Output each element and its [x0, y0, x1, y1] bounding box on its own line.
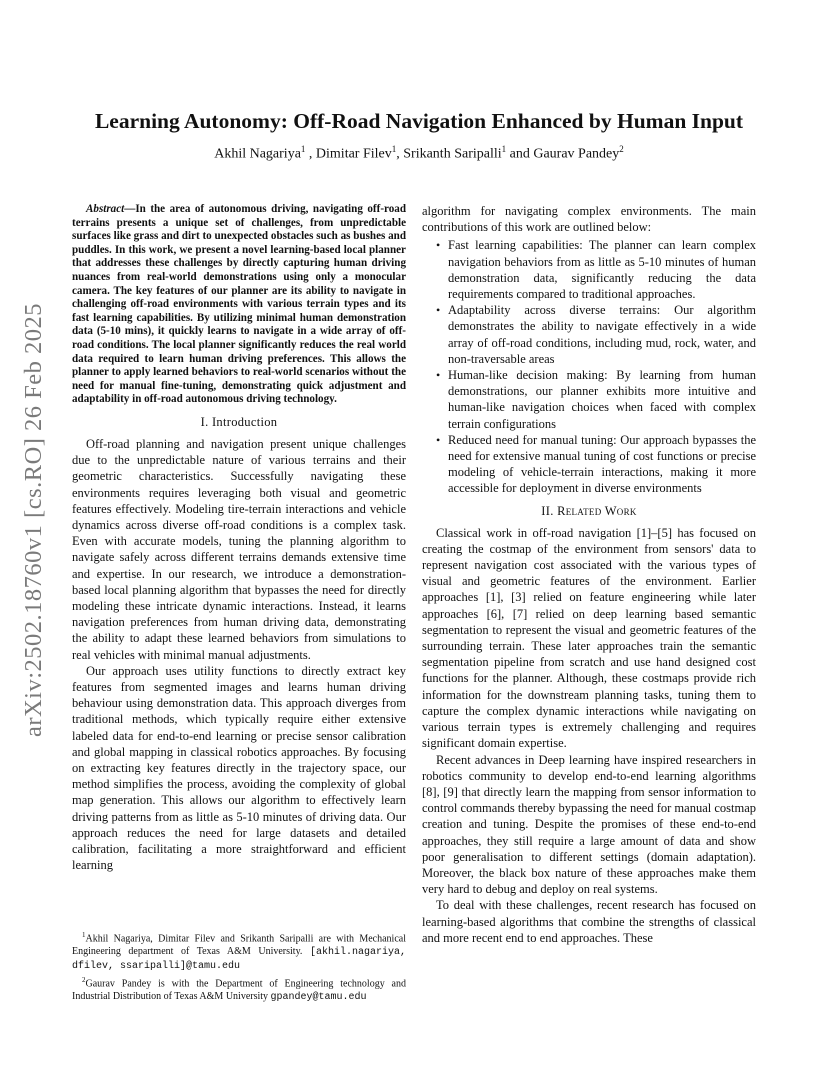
bullet-icon: •: [436, 238, 441, 253]
author-separator: and: [506, 146, 534, 162]
author-separator: ,: [396, 146, 404, 162]
arxiv-identifier-stamp: arXiv:2502.18760v1 [cs.RO] 26 Feb 2025: [20, 302, 47, 738]
author-separator: ,: [305, 146, 316, 162]
footnote-email[interactable]: gpandey@tamu.edu: [270, 991, 367, 1003]
abstract-text: —In the area of autonomous driving, navigating off-road terrains presents a unique set of challenges, from unpredictable surfaces like grass and dirt to unexpected obstacles such as bushes and puddles. In this work, we present a novel learning-based local planner that addresses these challenges by directly capturing human driving nuances from real-world demonstrations using only a monocular camera. The key features of our planner are its ability to navigate in challenging off-road environments with various terrain types and its fast learning capabilities. By utilizing minimal human demonstration data (5-10 mins), it quickly learns to navigate in a wide array of off-road conditions. The local planner significantly reduces the real world data required to learn human driving preferences. This allows the planner to apply learned behaviors to real-world scenarios without the need for manual fine-tuning, demonstrating quick adjustment and adaptability in off-road autonomous driving technology.: [72, 203, 406, 406]
footnote-email[interactable]: [akhil.nagariya, dfilev, ssaripalli]@tamu.edu: [72, 947, 407, 972]
related-work-paragraph: Classical work in off-road navigation [1]–[5] has focused on creating the costmap of the environment from sensors' data to represent navigation cost associated with the various types of visual and geometric features of the environment. Earlier approaches [1], [3] relied on feature engineering while later approaches [6], [7] relied on deep learning based semantic segmentation to represent the visual and geometric features of the surrounding terrain. These later approaches train the semantic segmentation pipeline from scratch and use hand designed cost functions for the planner. Although, these costmaps provide rich information for the downstream planning tasks, tuning them to capture the complex dynamic interactions while navigating on various terrain types is extremely challenging and requires significant domain expertise.: [422, 525, 756, 751]
section-heading-related-work: II. Related Work: [541, 503, 637, 518]
abstract: [72, 203, 406, 407]
author-affiliation-mark: 1: [300, 144, 306, 154]
contribution-text: Reduced need for manual tuning: Our approach bypasses the need for extensive manual tuning of cost functions or precise modeling of vehicle-terrain interactions, making it more accessible for deployment in diverse environments: [448, 432, 756, 496]
footnote: [72, 974, 406, 1005]
author-name: Akhil Nagariya: [214, 146, 301, 162]
contribution-text: Human-like decision making: By learning from human demonstrations, our planner exhibits more intuitive and human-like navigation choices when faced with complex terrain configurations: [448, 368, 756, 431]
abstract-label: Abstract: [86, 203, 125, 215]
paper-title: Learning Autonomy: Off-Road Navigation Enhanced by Human Input: [94, 109, 744, 134]
intro-paragraph: Off-road planning and navigation present unique challenges due to the unpredictable nature of various terrains and their geometric characteristics. Successfully navigating these environments requires leveraging both visual and geometric features effectively. Modeling tire-terrain interactions and vehicle dynamics across diverse off-road conditions is a complex task. Even with accurate models, tuning the planning algorithm to navigate safely across different terrains demands extensive time and expertise. In our research, we introduce a demonstration-based local planning algorithm that bypasses the need for directly modeling these intricate dynamic interactions. Instead, it learns navigation preferences from human driving data, demonstrating the ability to adapt these learned behaviors from simulations to real vehicles with minimal manual adjustments.: [72, 436, 406, 662]
bullet-icon: •: [436, 432, 441, 447]
footnotes: [72, 929, 406, 1005]
contributions-list: [422, 237, 756, 496]
footnote: [72, 929, 406, 974]
author-name: Gaurav Pandey: [533, 146, 620, 162]
footnote-text: Akhil Nagariya, Dimitar Filev and Srikanth Saripalli are with Mechanical Engineering department of Texas A&M University.: [72, 933, 406, 958]
list-item: [422, 432, 756, 497]
author-list: [60, 144, 778, 163]
footnote-mark: 1: [82, 931, 86, 939]
list-item: [422, 302, 756, 367]
contribution-text: Fast learning capabilities: The planner can learn complex navigation behaviors from as little as 5-10 minutes of human demonstration data, significantly reducing the data requirements compared to traditional approaches.: [448, 238, 756, 302]
related-work-paragraph: Recent advances in Deep learning have inspired researchers in robotics community to develop end-to-end learning algorithms [8], [9] that directly learn the mapping from sensor information to control commands thereby bypassing the need for manual costmap creation and tuning. Despite the promises of these end-to-end approaches, they still require a large amount of data and show poor generalisation to different settings (domain adaptation). Moreover, the black box nature of these approaches make them very hard to debug and deploy on real systems.: [422, 752, 756, 897]
author-name: Srikanth Saripalli: [403, 146, 502, 162]
author-affiliation-mark: 1: [391, 144, 397, 154]
list-item: [422, 367, 756, 432]
footnote-text: Gaurav Pandey is with the Department of Engineering technology and Industrial Distribution of Texas A&M University: [72, 978, 406, 1002]
left-column: [72, 203, 406, 873]
contribution-text: Adaptability across diverse terrains: Our algorithm demonstrates the ability to navigate effectively in a wide array of off-road conditions, including mud, rock, water, and non-traversable areas: [448, 303, 756, 366]
right-column: [422, 203, 756, 946]
author-name: Dimitar Filev: [315, 146, 392, 162]
footnote-mark: 2: [82, 975, 86, 984]
section-heading-introduction: I. Introduction: [200, 414, 278, 429]
bullet-icon: •: [436, 368, 441, 383]
bullet-icon: •: [436, 303, 441, 318]
author-affiliation-mark: 2: [619, 144, 624, 154]
related-work-paragraph: To deal with these challenges, recent research has focused on learning-based algorithms that combine the strengths of classical and more recent end to end approaches. These: [422, 898, 756, 945]
intro-continuation: algorithm for navigating complex environments. The main contributions of this work are outlined below:: [422, 204, 756, 235]
list-item: [422, 237, 756, 302]
author-affiliation-mark: 1: [501, 144, 507, 154]
intro-paragraph: Our approach uses utility functions to directly extract key features from segmented images and learns human driving behaviour using demonstration data. This approach diverges from traditional methods, which typically require either extensive labeled data for end-to-end learning or precise sensor calibration and global mapping in classical robotics approaches. By focusing on extracting key features directly in the trajectory space, our method simplifies the process, avoiding the complexity of global map generation. This allows our algorithm to effectively learn driving patterns from as little as 5-10 minutes of driving data. Our approach reduces the need for large datasets and detailed calibration, facilitating a more straightforward and efficient learning: [72, 663, 406, 873]
